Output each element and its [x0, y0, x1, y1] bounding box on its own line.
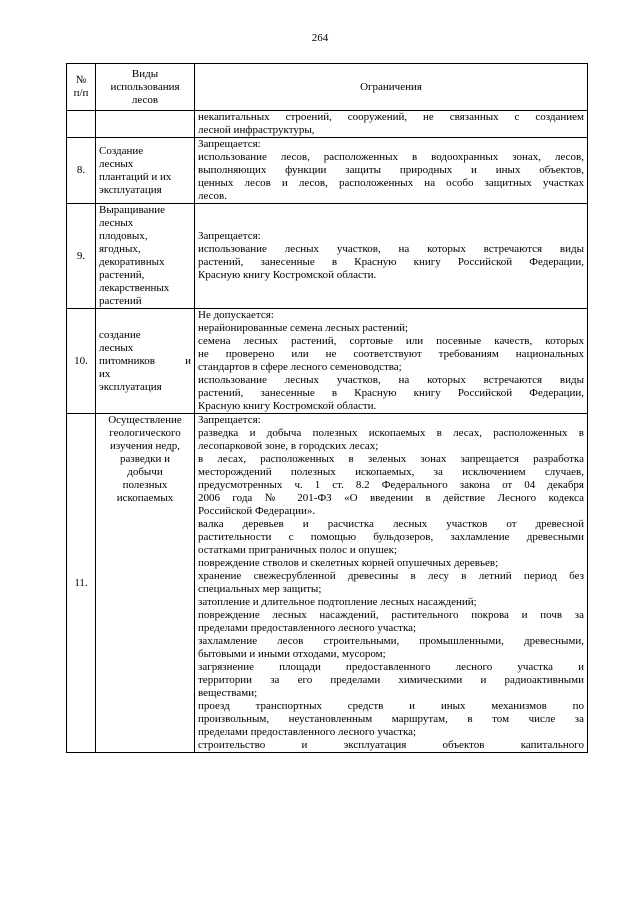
header-usage-type: Виды использования лесов	[96, 64, 195, 111]
usage-type: Осуществление геологического изучения недр, разведки и добычи полезных ископаемых	[96, 414, 195, 753]
table-row	[67, 111, 588, 138]
restrictions: некапитальных строений, сооружений, не связанных с созданием лесной инфраструктуры,	[195, 111, 588, 138]
usage-type: Создание лесных плантаций и их эксплуатация	[96, 138, 195, 204]
usage-type	[96, 111, 195, 138]
row-number: 11.	[67, 414, 96, 753]
row-number	[67, 111, 96, 138]
table-row	[67, 414, 588, 753]
table-row	[67, 204, 588, 309]
table-row	[67, 138, 588, 204]
restrictions: Запрещается: использование лесов, расположенных в водоохранных зонах, лесов, выполняющих функции защиты природных и иных объектов, ценных лесов и лесов, расположенных на особо защитных участках лесов.	[195, 138, 588, 204]
row-number: 8.	[67, 138, 96, 204]
table-body	[67, 111, 588, 753]
table-header-row	[67, 64, 588, 111]
header-number: № п/п	[67, 64, 96, 111]
usage-type: Выращивание лесных плодовых, ягодных, декоративных растений, лекарственных растений	[96, 204, 195, 309]
table-row	[67, 309, 588, 414]
row-number: 9.	[67, 204, 96, 309]
row-number: 10.	[67, 309, 96, 414]
restrictions-table	[66, 63, 588, 753]
usage-type: создание лесных питомников и их эксплуатация	[96, 309, 195, 414]
restrictions: Запрещается: разведка и добыча полезных ископаемых в лесах, расположенных в лесопарковой зоне, в городских лесах; в лесах, расположенных в зеленых зонах запрещается разработка месторождений полезных ископаемых, за исключением случаев, предусмотренных ч. 1 ст. 8.2 Федерального закона от 04 декабря 2006 года № 201-ФЗ «О введении в действие Лесного кодекса Российской Федерации». валка деревьев и расчистка лесных участков от древесной растительности с помощью бульдозеров, захламление древесными остатками приграничных полос и опушек; повреждение стволов и скелетных корней опушечных деревьев; хранение свежесрубленной древесины в лесу в летний период без специальных мер защиты; затопление и длительное подтопление лесных насаждений; повреждение лесных насаждений, растительного покрова и почв за пределами предоставленного лесного участка; захламление лесов строительными, промышленными, древесными, бытовыми и иными отходами, мусором; загрязнение площади предоставленного лесного участка и территории за его пределами химическими и радиоактивными веществами; проезд транспортных средств и иных механизмов по произвольным, неустановленным маршрутам, в том числе за пределами предоставленного лесного участка; строительство и эксплуатация объектов капитального	[195, 414, 588, 753]
page-number: 264	[311, 32, 329, 44]
header-restrictions: Ограничения	[195, 64, 588, 111]
restrictions: Не допускается: нерайонированные семена лесных растений; семена лесных растений, сортовые или посевные качеств, которых не проверено или не соответствуют требованиям национальных стандартов в сфере лесного семеноводства; использование лесных участков, на которых встречаются виды растений, занесенные в Красную книгу Российской Федерации, Красную книгу Костромской области.	[195, 309, 588, 414]
restrictions: Запрещается: использование лесных участков, на которых встречаются виды растений, занесенные в Красную книгу Российской Федерации, Красную книгу Костромской области.	[195, 204, 588, 309]
